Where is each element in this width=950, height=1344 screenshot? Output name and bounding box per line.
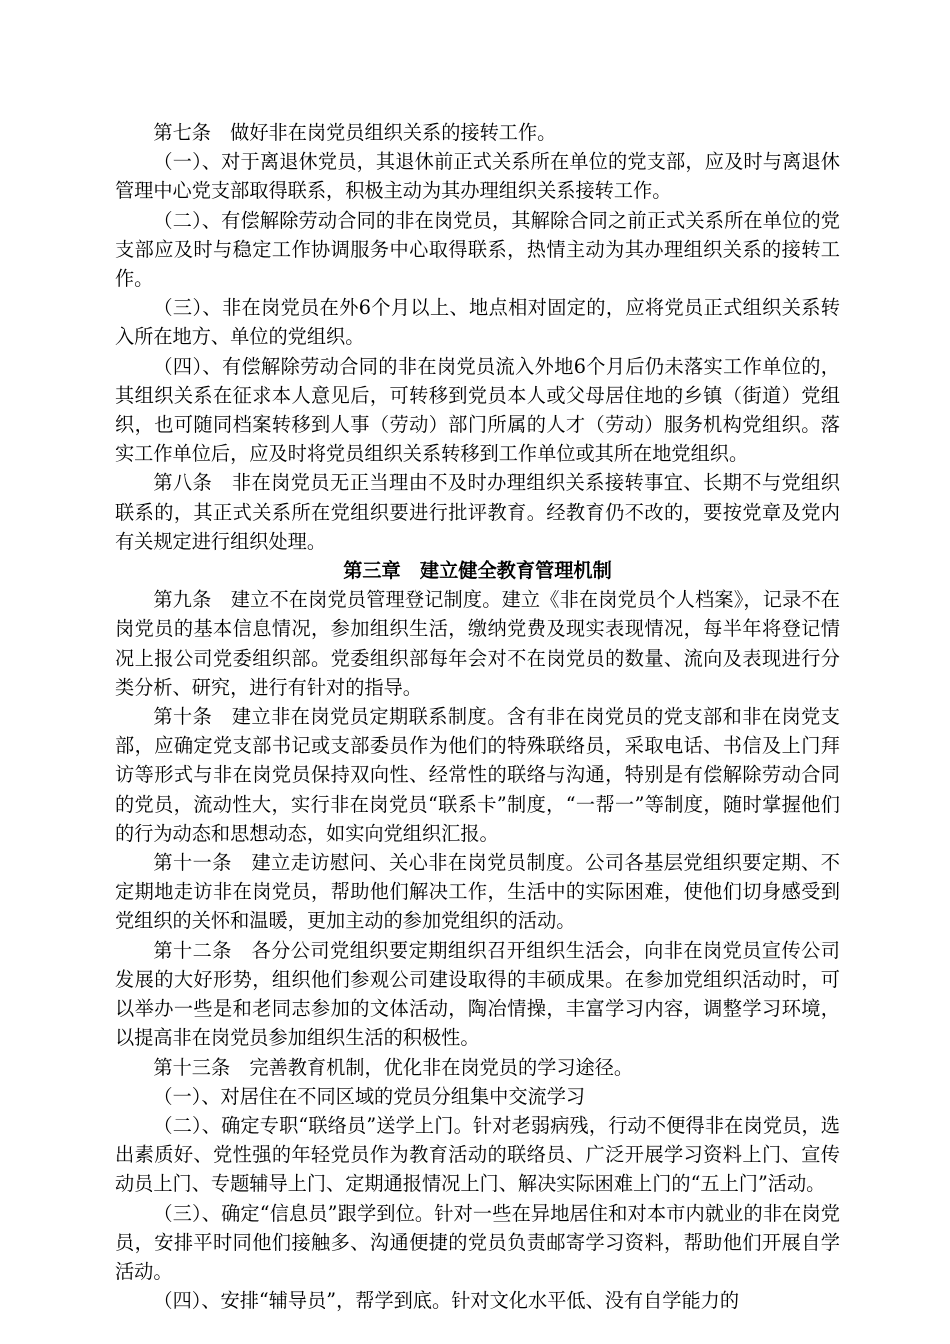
- article-13-item-2: （二）、确定专职“联络员”送学上门。针对老弱病残，行动不便得非在岗党员，选出素质好、党性强的年轻党员作为教育活动的联络员、广泛开展学习资料上门、宣传动员上门、专题辅导上门、定期通报情况上门、解决实际困难上门的“五上门”活动。: [115, 1113, 840, 1196]
- article-7-item-4: （四）、有偿解除劳动合同的非在岗党员流入外地6个月后仍未落实工作单位的，其组织关系在征求本人意见后，可转移到党员本人或父母居住地的乡镇（街道）党组织，也可随同档案转移到人事（劳动）部门所属的人才（劳动）服务机构党组织。落实工作单位后，应及时将党员组织关系转移到工作单位或其所在地党组织。: [115, 354, 840, 466]
- article-8: 第八条 非在岗党员无正当理由不及时办理组织关系接转事宜、长期不与党组织联系的，其正式关系所在党组织要进行批评教育。经教育仍不改的，要按党章及党内有关规定进行组织处理。: [115, 471, 840, 553]
- article-12: 第十二条 各分公司党组织要定期组织召开组织生活会，向非在岗党员宣传公司发展的大好形势，组织他们参观公司建设取得的丰硕成果。在参加党组织活动时，可以举办一些是和老同志参加的文体活动，陶冶情操，丰富学习内容，调整学习环境，以提高非在岗党员参加组织生活的积极性。: [115, 938, 840, 1050]
- article-7-item-2: （二）、有偿解除劳动合同的非在岗党员，其解除合同之前正式关系所在单位的党支部应及时与稳定工作协调服务中心取得联系，热情主动为其办理组织关系的接转工作。: [115, 208, 840, 291]
- article-13-item-3: （三）、确定“信息员”跟学到位。针对一些在异地居住和对本市内就业的非在岗党员，安排平时同他们接触多、沟通便捷的党员负责邮寄学习资料，帮助他们开展自学活动。: [115, 1201, 840, 1283]
- article-7-heading: 第七条 做好非在岗党员组织关系的接转工作。: [153, 121, 557, 144]
- chapter-3-title: 第三章 建立健全教育管理机制: [343, 559, 612, 583]
- article-7-item-3: （三）、非在岗党员在外6个月以上、地点相对固定的，应将党员正式组织关系转入所在地方、单位的党组织。: [115, 296, 840, 349]
- article-13-heading: 第十三条 完善教育机制，优化非在岗党员的学习途径。: [153, 1055, 634, 1079]
- article-11: 第十一条 建立走访慰问、关心非在岗党员制度。公司各基层党组织要定期、不定期地走访非在岗党员，帮助他们解决工作，生活中的实际困难，使他们切身感受到党组织的关怀和温暖，更加主动的参加党组织的活动。: [115, 851, 840, 933]
- article-13-item-1: （一）、对居住在不同区域的党员分组集中交流学习: [153, 1084, 586, 1108]
- document-page: [115, 118, 840, 1315]
- article-13-item-4: （四）、安排“辅导员”，帮学到底。针对文化水平低、没有自学能力的: [153, 1289, 740, 1313]
- article-7-item-1: （一）、对于离退休党员，其退休前正式关系所在单位的党支部，应及时与离退休管理中心党支部取得联系，积极主动为其办理组织关系接转工作。: [115, 150, 840, 203]
- article-9: 第九条 建立不在岗党员管理登记制度。建立《非在岗党员个人档案》，记录不在岗党员的基本信息情况，参加组织生活，缴纳党费及现实表现情况，每半年将登记情况上报公司党委组织部。党委组织部每年会对不在岗党员的数量、流向及表现进行分类分析、研究，进行有针对的指导。: [115, 588, 840, 699]
- article-10: 第十条 建立非在岗党员定期联系制度。含有非在岗党员的党支部和非在岗党支部，应确定党支部书记或支部委员作为他们的特殊联络员，采取电话、书信及上门拜访等形式与非在岗党员保持双向性、经常性的联络与沟通，特别是有偿解除劳动合同的党员，流动性大，实行非在岗党员“联系卡”制度，“一帮一”等制度，随时掌握他们的行为动态和思想动态，如实向党组织汇报。: [115, 705, 840, 845]
